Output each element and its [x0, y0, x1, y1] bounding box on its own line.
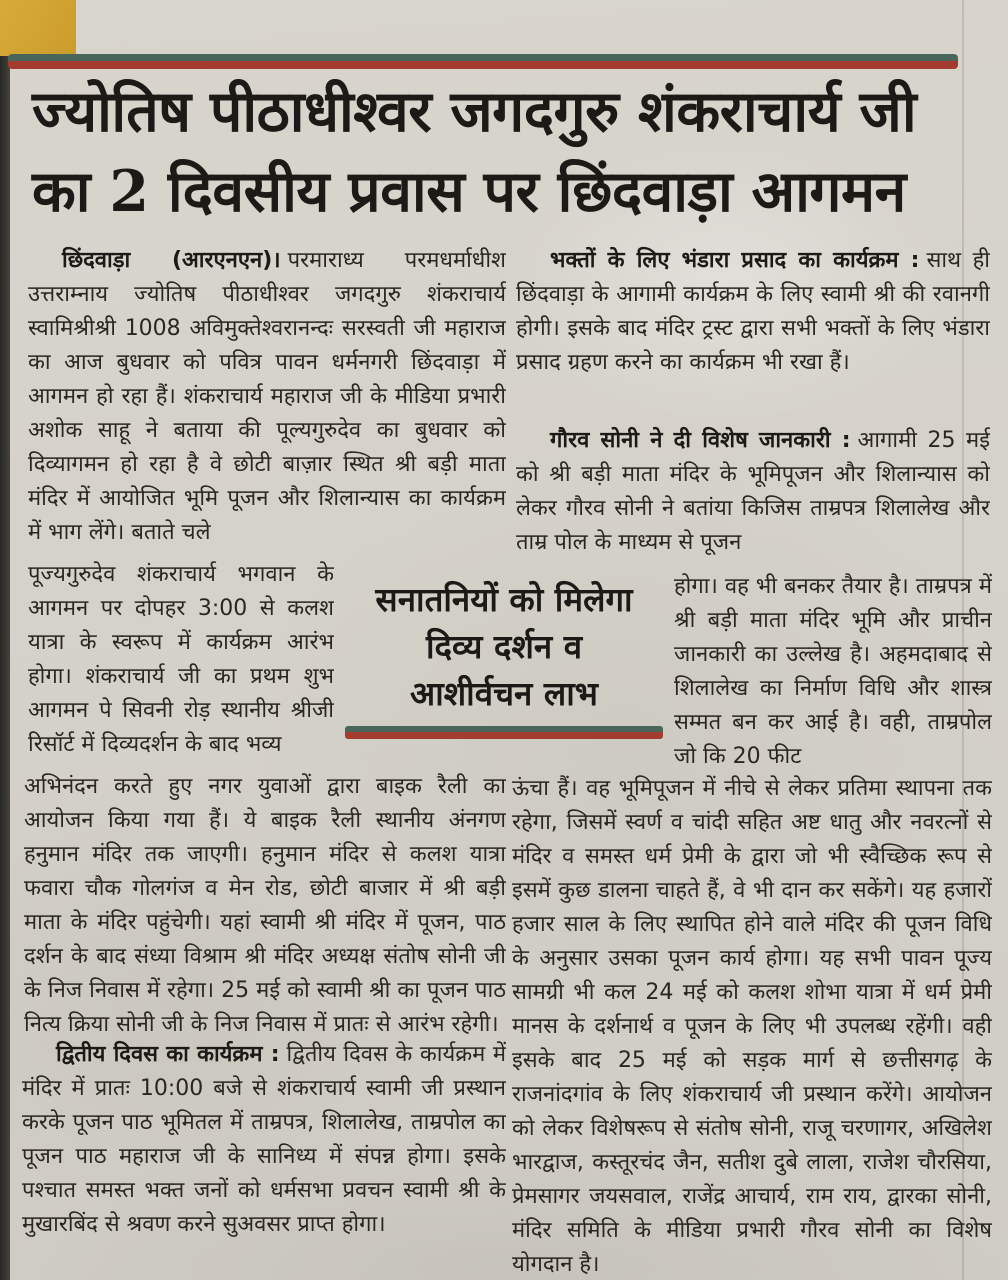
left-column-para2	[22, 1038, 506, 1278]
pull-quote-line-2: दिव्य दर्शन व	[425, 627, 583, 666]
headline-line-1: ज्योतिष पीठाधीश्वर जगदगुरु शंकराचार्य जी	[32, 78, 917, 145]
body-text: पूज्यगुरुदेव शंकराचार्य भगवान के आगमन पर दोपहर 3:00 से कलश यात्रा के स्वरूप में कार्यक्रम आरंभ होगा। शंकराचार्य जी का प्रथम शुभ आगमन पे सिवनी रोड़ स्थानीय श्रीजी रिसॉर्ट में दिव्यदर्शन के बाद भव्य	[28, 562, 334, 757]
scan-edge-strip	[0, 56, 10, 1280]
top-double-rule	[8, 54, 958, 69]
corner-yellow-patch	[0, 0, 76, 56]
pull-quote-line-3: आशीर्वचन लाभ	[410, 674, 598, 713]
paragraph	[28, 244, 506, 550]
body-text: आगामी 25 मई को श्री बड़ी माता मंदिर के भूमिपूजन और शिलान्यास को लेकर गौरव सोनी ने बतांया किजिस ताम्रपत्र शिलालेख और ताम्र पोल के माध्यम से पूजन	[516, 428, 990, 555]
right-column-para1	[516, 244, 990, 424]
body-text: द्वितीय दिवस के कार्यक्रम में मंदिर में प्रातः 10:00 बजे से शंकराचार्य स्वामी जी प्रस्थान करके पूजन पाठ भूमितल में ताम्रपत्र, शिलालेख, ताम्रपोल का पूजन पाठ महाराज जी के सानिध्य में संपन्न होगा। इसके पश्चात समस्त भक्त जनों को धर्मसभा प्रवचन स्वामी श्री के मुखारबिंद से श्रवण करने सुअवसर प्राप्त होगा।	[22, 1042, 506, 1237]
article-headline	[32, 72, 982, 232]
right-column-para2-top	[516, 424, 990, 570]
body-text: ऊंचा हैं। वह भूमिपूजन में नीचे से लेकर प्रतिमा स्थापना तक रहेगा, जिसमें स्वर्ण व चांदी सहित अष्ट धातु और नवरत्नों से मंदिर व समस्त धर्म प्रेमी के द्वारा जो भी स्वैच्छिक रूप से इसमें कुछ डालना चाहते हैं, वे भी दान कर सकेंगे। यह हजारों हजार साल के लिए स्थापित होने वाले मंदिर की पूजन विधि के अनुसार उसका पूजन कार्य होगा। यह सभी पावन पूज्य सामग्री भी कल 24 मई को कलश शोभा यात्रा में धर्म प्रेमी मानस के दर्शनार्थ व पूजन के लिए भी उपलब्ध रहेंगी। वही इसके बाद 25 मई को सड़क मार्ग से छत्तीसगढ़ के राजनांदगांव के लिए शंकराचार्य जी प्रस्थान करेंगे। आयोजन को लेकर विशेषरूप से संतोष सोनी, राजू चरणागर, अखिलेश भारद्वाज, कस्तूरचंद जैन, सतीश दुबे लाला, राजेश चौरसिया, प्रेमसागर जयसवाल, राजेंद्र आचार्य, राम राय, द्वारका सोनी, मंदिर समिति के मीडिया प्रभारी गौरव सोनी का विशेष योगदान है।	[512, 776, 992, 1277]
pull-quote	[336, 576, 672, 739]
paragraph	[516, 424, 990, 560]
body-text: अभिनंदन करते हुए नगर युवाओं द्वारा बाइक रैली का आयोजन किया गया हैं। ये बाइक रैली स्थानीय अंनगण हनुमान मंदिर तक जाएगी। हनुमान मंदिर से कलश यात्रा फवारा चौक गोलगंज व मेन रोड, छोटी बाजार में श्री बड़ी माता के मंदिर पहुंचेगी। यहां स्वामी श्री मंदिर में पूजन, पाठ दर्शन के बाद संध्या विश्राम श्री मंदिर अध्यक्ष संतोष सोनी जी के निज निवास में रहेगा। 25 मई को स्वामी श्री का पूजन पाठ नित्य क्रिया सोनी जी के निज निवास में प्रातः से आरंभ रहेगी।	[24, 774, 506, 1037]
body-text: परमाराध्य परमधर्माधीश उत्तराम्नाय ज्योतिष पीठाधीश्वर जगदगुरु शंकराचार्य स्वामिश्रीश्री 1008 अविमुक्तेश्वरानन्दः सरस्वती जी महाराज का आज बुधवार को पवित्र पावन धर्मनगरी छिंदवाड़ा में आगमन हो रहा हैं। शंकराचार्य महाराज जी के मीडिया प्रभारी अशोक साहू ने बताया की पूल्यगुरुदेव का बुधवार को दिव्यागमन हो रहा है वे छोटी बाज़ार स्थित श्री बड़ी माता मंदिर में आयोजित भूमि पूजन और शिलान्यास का कार्यक्रम में भाग लेंगे। बताते चले	[28, 248, 506, 545]
dateline: छिंदवाड़ा (आरएनएन)।	[62, 248, 281, 273]
left-column-para1-bottom	[24, 770, 506, 1038]
pull-quote-underline	[345, 726, 663, 739]
headline-line-2: का 2 दिवसीय प्रवास पर छिंदवाड़ा आगमन	[32, 158, 906, 225]
subhead-bhandara-prasad: भक्तों के लिए भंडारा प्रसाद का कार्यक्रम :	[550, 248, 920, 273]
left-column-para1-beside-quote	[28, 558, 334, 770]
right-column-para2-beside-quote	[674, 570, 992, 772]
top-rule-teal-bar	[8, 54, 958, 61]
subhead-gaurav-soni-info: गौरव सोनी ने दी विशेष जानकारी :	[550, 428, 851, 453]
right-column-para2-bottom	[512, 772, 992, 1278]
body-text: साथ ही छिंदवाड़ा के आगामी कार्यक्रम के लिए स्वामी श्री की रवानगी होगी। इसके बाद मंदिर ट्रस्ट द्वारा सभी भक्तों के लिए भंडारा प्रसाद ग्रहण करने का कार्यक्रम भी रखा हैं।	[516, 248, 990, 375]
body-text: होगा। वह भी बनकर तैयार है। ताम्रपत्र में श्री बड़ी माता मंदिर भूमि और प्राचीन जानकारी का उल्लेख है। अहमदाबाद से शिलालेख का निर्माण विधि और शास्त्र सम्मत बन कर आई है। वही, ताम्रपोल जो कि 20 फीट	[674, 574, 992, 769]
top-rule-red-bar	[8, 61, 958, 69]
paragraph	[516, 244, 990, 380]
pull-quote-line-1: सनातनियों को मिलेगा	[375, 580, 633, 619]
paragraph	[22, 1038, 506, 1242]
left-column-para1-top	[28, 244, 506, 558]
subhead-day2-program: द्वितीय दिवस का कार्यक्रम :	[56, 1042, 280, 1067]
pull-quote-underline-red-bar	[345, 732, 663, 739]
